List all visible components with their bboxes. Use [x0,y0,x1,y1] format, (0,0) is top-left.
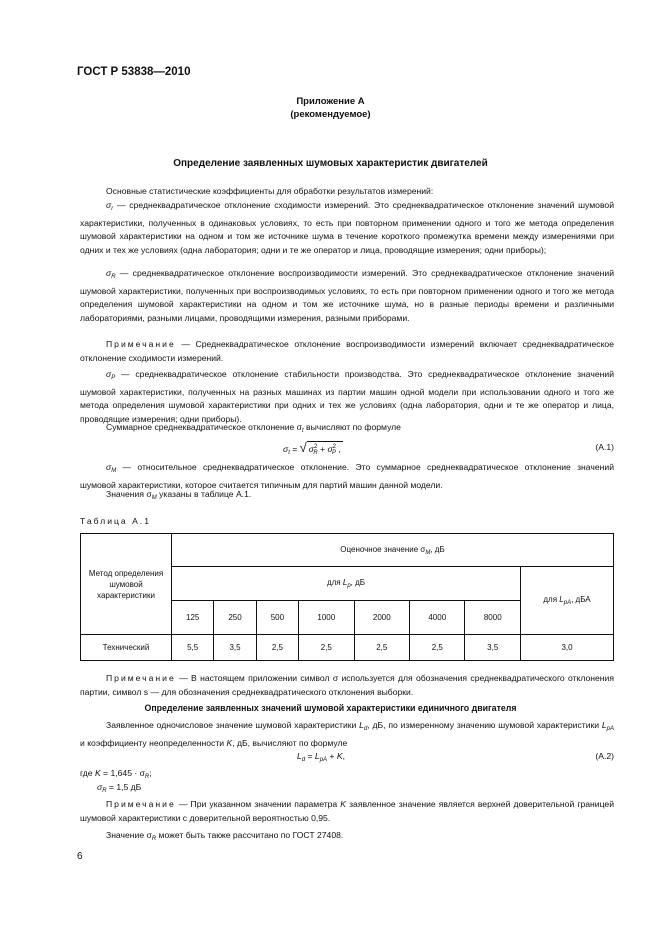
estimated-value-header: Оценочное значение $\sigma_M$, дБ [172,534,614,567]
annex-title: Приложение А [296,96,365,107]
value-cell: 5,5 [172,635,214,661]
subsection-title: Определение заявленных значений шумовой характеристики единичного двигателя [144,703,517,713]
freq-header: 1000 [299,601,354,635]
note-label: Примечание [106,799,176,809]
sigma-R-symbol: σ [106,268,112,278]
values-reference: Значения $\sigma_M$ указаны в таблице А.1. [106,489,252,501]
col-method-header: Метод определения шумовой характеристики [81,534,172,635]
total-sigma-intro: Суммарное среднеквадратическое отклонение $\sigma_t$ вычисляют по формуле [106,422,401,434]
section-title: Определение заявленных шумовых характеристик двигателей [173,158,488,169]
declared-value-paragraph: Заявленное одночисловое значение шумовой характеристики $L_d$, дБ, по измеренному значению шумовой характеристики $L_{pA}$ и коэффициенту неопределенности K, дБ, вычисляют по формуле [80,720,614,748]
intro-paragraph: Основные статистические коэффициенты для обработки результатов измерений: [106,186,434,196]
freq-header: 500 [256,601,298,635]
formula-a2: $L_d = L_{pA} + K$, [297,751,345,763]
sigma-M-symbol: σ [106,462,112,472]
freq-header: 4000 [410,601,465,635]
annex-status: (рекомендуемое) [290,109,371,120]
freq-header: 250 [214,601,256,635]
page-number: 6 [77,851,83,862]
freq-header: 2000 [354,601,409,635]
table-caption: Таблица А.1 [80,516,151,526]
value-cell: 3,5 [465,635,521,661]
value-cell: 2,5 [410,635,465,661]
note-2: Примечание — В настоящем приложении символ σ используется для обозначения среднеквадратического отклонения партии, символ s — для обозначения среднеквадратического отклонения выборки. [80,673,614,697]
for-lp-header: для $L_p$, дБ [172,567,521,601]
freq-header: 8000 [465,601,521,635]
note-label: Примечание [106,673,176,683]
standard-header: ГОСТ Р 53838—2010 [77,66,191,78]
equation-number-a1: (А.1) [595,442,614,452]
sqrt-sign: √ [299,440,307,455]
table-row [81,635,614,661]
for-lpa-header: для $L_{pA}$, дБА [521,567,614,635]
sigma-r-symbol: σ [106,200,112,210]
annex-heading [0,95,661,121]
value-cell: 2,5 [354,635,409,661]
where-clause: где $K = 1,645 \cdot \sigma_R$; [80,768,152,780]
value-cell: 2,5 [256,635,298,661]
sigma-M-definition: $\sigma_M$ — относительное среднеквадратическое отклонение. Это суммарное среднеквадратическое отклонение значений шумовой характеристики, которое считается типичным для партий машин данной модели. [80,462,614,490]
method-cell: Технический [81,635,172,661]
equation-number-a2: (А.2) [595,751,614,761]
value-cell: 3,5 [214,635,256,661]
note-1: Примечание — Среднеквадратическое отклонение воспроизводимости измерений включает среднеквадратическое отклонение сходимости измерений. [80,339,614,363]
note-3: Примечание — При указанном значении параметра K заявленное значение является верхней доверительной границей шумовой характеристики с доверительной вероятностью 0,95. [80,799,614,823]
sigma-P-definition: $\sigma_P$ — среднеквадратическое отклонение стабильности производства. Это среднеквадратическое отклонение значений шумовой характеристики, полученных на разных машинах из партии машин одной модели при использовании одного и того же метода определения шумовой характеристики при одних и тех же условиях (одна лаборатория, одни и те же оператор и лица, проводящие измерения; одни приборы). [80,369,614,424]
table-a1 [80,533,614,661]
value-cell: 3,0 [521,635,614,661]
value-cell: 2,5 [299,635,354,661]
final-paragraph: Значение $\sigma_R$ может быть также рассчитано по ГОСТ 27408. [106,830,344,842]
sigma-R-value: $\sigma_R = 1,5$ дБ [97,782,142,794]
sigma-R-definition: $\sigma_R$ — среднеквадратическое отклонение воспроизводимости измерений. Это среднеквадратическое отклонение значений шумовой характеристики, полученных при воспроизводимых условиях, то есть при повторном применении одного и того же метода определения шумовой характеристики на одном и том же источнике шума, но в разные периоды времени и различными лабораториями, разными лицами, проводящими измерения, разными приборами. [80,268,614,323]
freq-header: 125 [172,601,214,635]
formula-a1: $\sigma_t$ = √ $\sigma^2_R + \sigma^2_P$ , [283,440,341,456]
note-label: Примечание [106,339,176,349]
sigma-P-symbol: σ [106,369,112,379]
sigma-r-definition: $\sigma_r$ — среднеквадратическое отклонение сходимости измерений. Это среднеквадратическое отклонение значений шумовой характеристики, полученных в одинаковых условиях, то есть при повторном применении одного и того же метода определения шумовой характеристики на одном и том же источнике шума в течение короткого промежутка времени между измерениями при одних и тех же условиях (одна лаборатория; одни и те же оператор и лица, проводящие измерения; одни приборы); [80,200,614,255]
